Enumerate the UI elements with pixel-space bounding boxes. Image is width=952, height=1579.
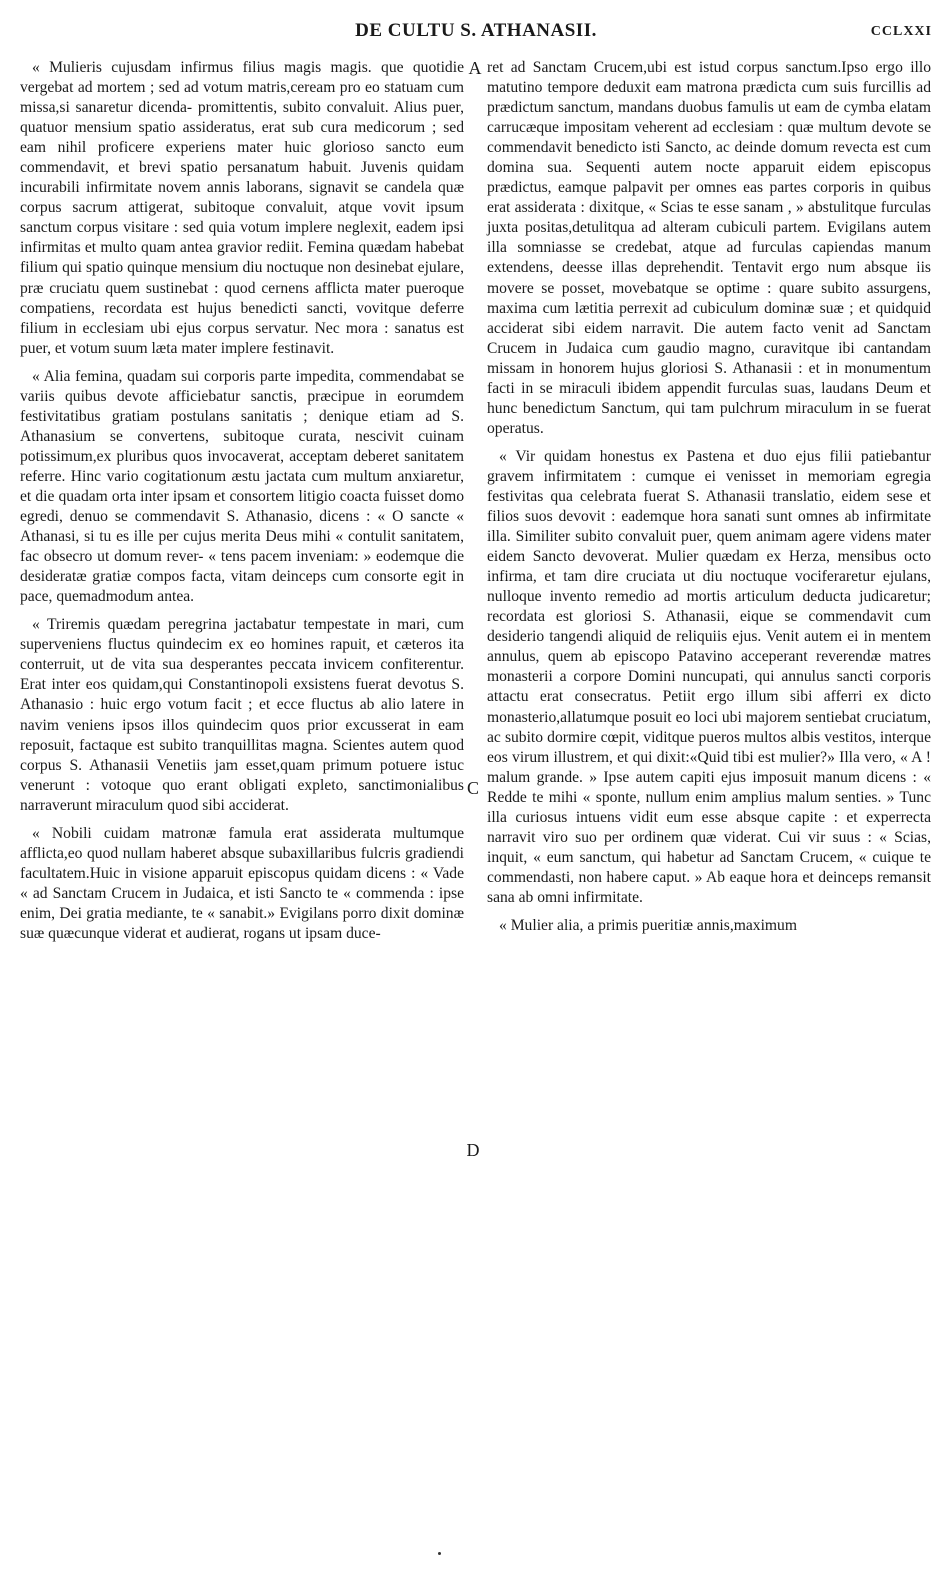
left-column [20,58,464,952]
paragraph: « Nobili cuidam matronæ famula erat assiderata multumque afflicta,eo quod nullam haberet absque subaxillaribus fulcris gradiendi facultatem.Huic in visione apparuit episcopus quidam dicens : « Vade « ad Sanctam Crucem in Judaica, et isti Sancto te « commenda : ipse enim, Dei gratia mediante, te « sanabit.» Evigilans porro dixit dominæ suæ quæcunque viderat et audierat, rogans ut ipsam duce- [20,824,464,942]
paragraph: « Mulier alia, a primis pueritiæ annis,maximum [499,916,797,934]
page-header [0,14,952,44]
margin-letter-a: A [468,58,482,78]
paragraph: « Alia femina, quadam sui corporis parte impedita, commendabat se variis quibus devote afficiebatur sanctis, præcipue in eorumdem festivitatibus gratiam postulans sanitatis ; denique etiam ad S. Athanasium se convertens, subitoque curata, nescivit cuinam potissimum,ex pluribus quos invocaverat, acceptam deberet sanitatem referre. Hinc vario cogitationum æstu jactata cum multum anxiaretur, et die quadam orta inter ipsam et consortem litigio coacta fuisset domo egredi, denuo se commendavit S. Athanasio, dicens : « O sancte « Athanasi, si tu es ille per cujus merita Deus mihi « contulit sanitatem, fac obsecro ut domum rever- « tens pacem inveniam: » eodemque die desideratæ gratiæ compos facta, vitam deinceps cum consorte egit in pace, quemadmodum antea. [20,367,464,606]
page-number: CCLXXI [870,24,932,39]
right-column [487,58,931,944]
paragraph: « Vir quidam honestus ex Pastena et duo ejus filii patiebantur gravem infirmitatem : cumque ei venisset in memoriam egregia festivitas qua celebrata fuerat S. Athanasii translatio, eidem sese et filios suos devovit : eademque hora sanati sunt omnes ab infirmitate illa. Similiter subito convaluit puer, quem animam agere videns mater eidem Sancto devoverat. Mulier quædam ex Herza, mensibus octo infirma, et tam dire cruciata ut diu noctuque vociferaretur ejulans, nulloque invento remedio ad mortis articulum deducta judicaretur; recordata est gloriosi S. Athanasii, eique se commendavit cum desiderio tangendi aliquid de reliquiis ejus. Venit autem ei in mentem annulus, quem ab episcopo Patavino acceperant reverendæ matres monasterii a corpore Domini nuncupati, qui annulus sancti corporis attactu erat consecratus. Petiit ergo illum sibi afferri ex dicto monasterio,allatumque posuit eo loci ubi majorem sentiebat cruciatum, ac subito dormire cœpit, viditque pueros multos albis vestitos, interque eos virum illustrem, et qui dixit:«Quid tibi est mulier?» Illa vero, « A ! malum grande. » Ipse autem capiti ejus imposuit manum dicens : « Redde te mihi « sponte, nullum enim amplius malum senties. » Tunc illa curiosus intuens vidit eum esse absque capite : et experrecta narravit viro suo per ordinem quæ viderat. Cui vir suus : « Scias, inquit, « eum sanctum, qui habetur ad Sanctam Crucem, « cuique te commendasti, non habere caput. » Ab eaque hora et deinceps remansit sana ab omni infirmitate. [487,447,931,906]
paragraph: ret ad Sanctam Crucem,ubi est istud corpus sanctum.Ipso ergo illo matutino tempore deduxit eam matrona prædicta cum suis furcillis ad prædictum sanctum, mandans duobus famulis ut eam de cymba elatam carrucæque impositam veherent ad ecclesiam : quæ multum devote se commendavit benedicto isti Sancto, ac deinde domum revecta est cum domina sua. Sequenti autem nocte apparuit eidem episcopus prædictus, eamque palpavit per omnes eas partes corporis in quibus erat assiderata : dixitque, « Scias te esse sanam , » abstulitque furculas juxta positas,detulitqua ad alteram cubiculi partem. Evigilans autem illa somniasse se credebat, atque ad furculas capiendas manum extendens, deesse illas deprehendit. Tentavit ergo num absque iis movere se posset, movebatque se optime : quare subito assurgens, maxima cum lætitia perrexit ad cubiculum dominæ suæ ; et quidquid acciderat sibi eidem narravit. Die autem facto venit ad Sanctam Crucem in Judaica cum gaudio magno, curavitque ibi cantandam missam in honorem hujus gloriosi S. Athanasii : et in monumentum facti in se miraculi ibidem appendit furculas suas, laudans Deum et hunc benedictum Sanctum, qui tam pulchrum miraculum in se fuerat operatus. [487,59,931,437]
margin-letter-c: C [466,778,479,798]
margin-letter-d: D [466,1140,480,1160]
paragraph: « Triremis quædam peregrina jactabatur tempestate in mari, cum superveniens fluctus quindecim ex eo homines rapuit, et cæteros ita conterruit, ut de vita sua desperantes peccata invicem confiterentur. Erat inter eos quidam,qui Constantinopoli exsistens fuerat devotus S. Athanasio : huic ergo votum facit ; et ecce fluctus ab alio latere in navim veniens ipsos illos quindecim quos prior excusserat in eam reposuit, factaque est subito tranquillitas magna. Scientes autem quod corpus S. Athanasii Venetiis jam esset,quam primum potuere istuc venerunt : votoque quo erant obligati expleto, sanctimonialibus narraverunt miraculum quod sibi acciderat. [20,616,464,814]
paragraph: « Mulieris cujusdam infirmus filius magis magis. que quotidie vergebat ad mortem ; sed ad votum matris,ceream pro eo statuam cum missa,si sanaretur dicenda- promittentis, subito convaluit. Alius puer, quatuor mensium spatio assideratus, erat sub cura medicorum ; sed eam nihil proficere experiens mater huic glorioso sancto eum commendavit, et brevi spatio persanatum habuit. Juvenis quidam incurabili infirmitate novem annis laborans, signavit se candela quæ corpus sacrum attigerat, subitoque convaluit, atque vovit ipsum sanctum corpus visitare : sed quia votum implere neglexit, eadem ipsi infirmitas et multo quam antea gravior rediit. Femina quædam habebat filium qui spatio quinque mensium diu noctuque non desinebat ejulare, præ cruciatu quem sustinebat : quod cernens afflicta mater pueroque compatiens, recordata est hujus benedicti sancti, vovitque deferre filium in ecclesiam ubi ejus corpus servatur. Nec mora : sanatus est puer, et votum suum læta mater implere festinavit. [20,59,464,357]
running-title: DE CULTU S. ATHANASII. [355,20,597,41]
page-dot [438,1552,441,1555]
